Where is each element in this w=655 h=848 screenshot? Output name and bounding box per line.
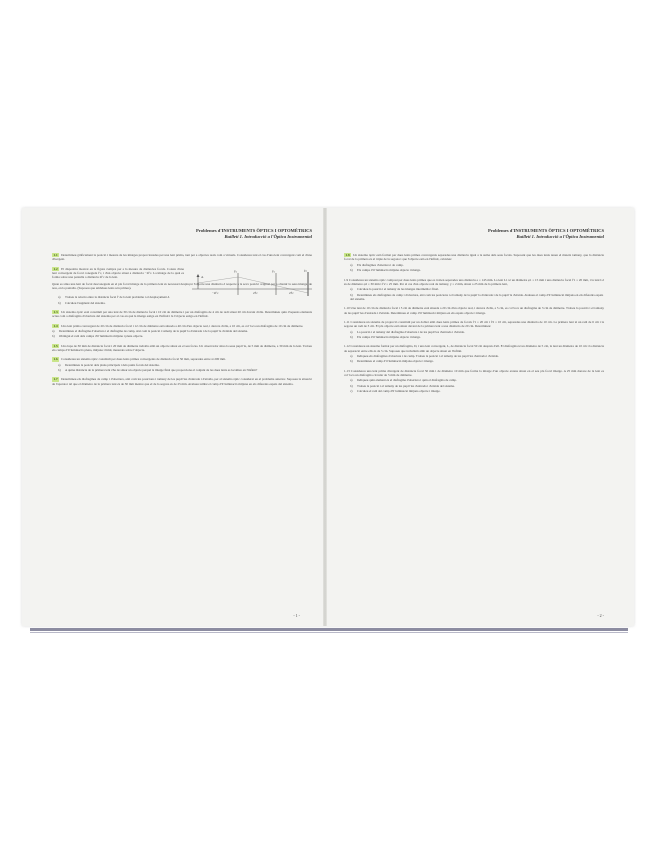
problem-text: Una lent prima convergent de 20 cm de distància focal i 12 cm de diàmetre està situada a 40 cm d'un objecte real, i darrera d'ella, a 10 cm, es col·loca un diafragma de 10 cm de diàmetre. bbox=[61, 323, 304, 328]
problem-1-8-a: a) Els diafragmes d'obertura i de camp. bbox=[350, 262, 404, 267]
problem-1-12-b: b) Determineu el camp d'il·luminació mitjana objecte i imatge. bbox=[350, 359, 434, 364]
problem-number: 1.4 bbox=[53, 323, 58, 328]
problem-1-6 bbox=[52, 357, 312, 361]
problem-number: 1.8 bbox=[345, 253, 350, 258]
fig-label: 2f'c bbox=[289, 291, 294, 295]
fig-label: 2f'c bbox=[253, 291, 258, 295]
problem-1-2-continuation: Quan es situa una lent de focal desconeguda en el pla focal imatge de la primera lent és necessari desplaçar l'objecte una distància δ respecte a la seva posició original per a obtenir la seua imatge, de nou, en la pantalla. (Suposeu que ambdues lents són primes). bbox=[52, 281, 312, 290]
problem-1-11-a: a) La posició i el tamany del diafragma d'obertura i de les pupil·les d'entrada i d'eixida. bbox=[350, 329, 465, 334]
bottom-edge-line-thin bbox=[30, 632, 628, 633]
problem-text: Una lent de 10 cm de distància focal i 5 cm de diàmetre està situada a 20 cm d'un objecte real, i darrera d'ella, a 5 cm, es col·loca un diafragma de 3 cm de diàmetre. Trobeu la posició i el tamany de les pupil·les d'entrada i d'eixida. Determineu el camp d'il·luminació mitjana en els espais objecte i imatge. bbox=[344, 306, 604, 315]
problem-number: 1.1 bbox=[53, 253, 58, 258]
problem-text: El dispositiu mostrat en la figura s'empra per a la mesura de distàncies focals. Consta d'una lent convergent de focal coneguda f'c, i d'un objecte situat a distància −2f'c. La imatge de la qual es forma sobre una pantalla a distància 2f'c de la lent. bbox=[52, 266, 184, 280]
problem-1-12 bbox=[344, 344, 604, 353]
problem-text: Determineu els diafragmes de camp i d'obertura, així com les posicions i tamany de les pupil·les d'entrada i d'eixida, per al sistema òptic considerat en el problema anterior. Suposeu la situació de l'aparator tal que el diàmetre de la primera lent és de 30 mm mentre que el de la segona és de 25 mm. Avalueu també el camp d'il·luminació mitjana en els diferents espais del sistema. bbox=[52, 377, 312, 386]
problem-text: Un sistema òptic està format per dues lents primes convergents separades una distància igual a la suma dels seus focals. Suposant que les dues lents tenen el mateix tamany, que la distància focal de la primera és el triple de la segona i que l'objecte està en l'infinit, calculeu: bbox=[344, 253, 604, 262]
fig-label: −2f'c bbox=[212, 291, 219, 295]
problem-1-6-a: a) Determineu la posició dels plans principals i dels punts focals del sistema. bbox=[58, 362, 160, 367]
problem-number: 1.6 bbox=[53, 357, 58, 362]
problem-1-13 bbox=[344, 369, 604, 378]
right-page-header bbox=[344, 228, 604, 239]
header-title: Problemes d'INSTRUMENTS ÒPTICS I OPTOMÈTRICS bbox=[196, 228, 312, 233]
problem-1-13-b: b) Trobeu la posició i el tamany de les pupil·les d'entrada i d'eixida del sistema. bbox=[350, 383, 455, 388]
problem-1-5 bbox=[52, 344, 312, 353]
fig-label: A bbox=[201, 275, 204, 279]
problem-number: 1.5 bbox=[53, 343, 58, 348]
page-number: - 1 - bbox=[293, 613, 300, 618]
problem-number: 1.13 bbox=[344, 368, 350, 373]
header-title: Problemes d'INSTRUMENTS ÒPTICS I OPTOMÈTRICS bbox=[488, 228, 604, 233]
problem-1-8 bbox=[344, 253, 604, 262]
page-number: - 2 - bbox=[597, 613, 604, 618]
problem-1-12-a: a) Indiqueu els diafragmes d'obertura i de camp. Trobeu la posició i el tamany de les pupil·les d'entrada i d'eixida. bbox=[350, 354, 499, 358]
problem-1-9 bbox=[344, 278, 604, 287]
lens-setup-figure bbox=[190, 269, 314, 301]
left-page bbox=[52, 228, 312, 618]
left-page-header bbox=[52, 228, 312, 239]
problem-text: Considereu un sistema format per un diafragma, D, i una lent convergent, L, de distància focal 50 cm després d'ell. El diafragma té un diàmetre de 5 cm, la lent un diàmetre de 10 cm i la distància de separació entre ells és de 5 cm. Suposeu que treballem amb un objecte situat en l'infinit. bbox=[344, 344, 605, 353]
problem-number: 1.2 bbox=[53, 266, 58, 271]
problem-1-4 bbox=[52, 324, 312, 328]
fig-label: f'c bbox=[234, 269, 238, 274]
problem-1-4-a: a) Determineu el diafragma d'obertura i el diafragma de camp, així com la posició i tamany de la pupil·la d'entrada i de la pupil·la d'eixida del sistema. bbox=[52, 328, 248, 333]
problem-number: 1.10 bbox=[344, 306, 350, 311]
problem-number: 1.9 bbox=[344, 277, 349, 282]
problem-1-1 bbox=[52, 253, 312, 262]
bottom-edge-line bbox=[30, 628, 628, 631]
problem-1-3 bbox=[52, 310, 312, 319]
problem-1-9-b: b) Determineu els diafragmes de camp i d'obertura, així com les posicions i el tamany de la pupil·la d'entrada i de la pupil·la d'eixida. Avalueu el camp d'il·luminació mitjana en els diferents espais del sistema. bbox=[350, 292, 604, 301]
problem-text: Considereu un sistema òptic constituït per dues lents primes convergents de distància focal 50 mm, separades entre si 200 mm. bbox=[61, 357, 226, 362]
problem-1-10 bbox=[344, 306, 604, 315]
problem-number: 1.3 bbox=[53, 310, 58, 315]
problem-text: Determineu gràficament la posició i mesura de les imatges proporcionades per una lent prima, tant per a objectes reals com a virtuals. Considereu tant el cas d'una lent convergent com el d'una divergent. bbox=[52, 253, 312, 262]
fig-label: f'c bbox=[272, 269, 276, 274]
header-subtitle: Butlletí 1. Introducció a l'Òptica Instrumental bbox=[224, 233, 312, 239]
problem-1-8-b: b) Els camps d'il·luminació mitjana objecte i imatge. bbox=[350, 268, 421, 273]
problem-text: Considereu un sistema òptic compost per dues lents primes que es troben separades una distància e = 145 mm. La lent L1 té un diàmetre φ1 = 15 mm i una distància focal f'1 = 20 mm, i la lent L2 és de diàmetre φ2 = 30 mm i f'2 = 25 mm. Per al cas d'un objecte real de tamany, y = 2 mm, situat a 25 mm de la primera lent, bbox=[344, 277, 605, 286]
book-binding bbox=[323, 208, 327, 626]
problem-text: Considereu un sistema de projecció constituït per un doblet amb dues lents primes de focals f'1 = 20 cm i f'2 = 10 cm, separades una distància de 10 cm. La primera lent té un radi de 6 cm i la segona un radi de 3 cm. El pla objecte està situat davant de la primera lent a una distància de 20 cm. Determineu: bbox=[344, 320, 605, 329]
problem-number: 1.12 bbox=[344, 344, 350, 349]
problem-1-13-a: a) Indiqueu quin element és el diafragma d'obertura i quin el diafragma de camp. bbox=[350, 378, 457, 383]
problem-1-13-c: c) Calculeu el radi del camp d'il·luminació mitjana objecte i imatge. bbox=[350, 389, 441, 394]
problem-1-11 bbox=[344, 320, 604, 329]
problem-1-2-a: a) Trobeu la relació entre la distància focal f' de la lent problema i el desplaçament δ. bbox=[58, 295, 170, 300]
problem-1-11-b: b) Els camps d'il·luminació mitjana objecte i imatge. bbox=[350, 335, 421, 339]
problem-1-2-b: b) Calculeu l'augment del sistema. bbox=[58, 300, 106, 305]
problem-text: Un sistema òptic està constituït per una lent de 30 cm de distància focal i 10 cm de diàmetre i per un diafragma de 4 cm de radi situat 20 cm davant d'ella. Determineu quin d'aquests elements actua com a diafragma d'obertura del sistema per al cas en què la imatge estiga en l'infinit i la l'objecte estiga en l'infinit. bbox=[52, 310, 312, 319]
problem-1-4-b: b) Obtingui el radi dels camps d'il·luminació mitjana i plena objecte. bbox=[52, 334, 144, 339]
problem-text: Considereu una lent prima divergent de distància focal 50 mm i de diàmetre 10 mm que forma la imatge d'un objecte extens situat en el seu pla focal imatge. A 25 mm darrere de la lent es col·loca un diafragma circular de 5 mm de diàmetre. bbox=[344, 368, 604, 378]
right-page bbox=[344, 228, 604, 618]
problem-text: Una lupa de 30 mm de distància focal i 20 mm de diàmetre treballa amb un objecte situat en el seu focus. Un observador situa la seua pupil·la, de 5 mm de diàmetre, a 30 mm de la lent. Trobeu els camps d'il·luminació plena, mitjana i límit, mesurats sobre l'objecte. bbox=[52, 343, 312, 353]
fig-label: f'c bbox=[304, 269, 308, 273]
header-subtitle: Butlletí 1. Introducció a l'Òptica Instrumental bbox=[516, 233, 604, 239]
problem-number: 1.11 bbox=[344, 320, 350, 324]
problem-1-9-a: a) Calculeu la posició i el tamany de les imatges intermèdia i final. bbox=[350, 287, 439, 292]
problem-number: 1.7 bbox=[53, 377, 58, 382]
problem-1-7 bbox=[52, 377, 312, 386]
problem-1-6-b: b) A quina distància de la primera lent s'ha de situar un objecte perquè la imatge final que proporciona el conjunt de les dues lents es localitze en l'infinit? bbox=[58, 368, 258, 373]
